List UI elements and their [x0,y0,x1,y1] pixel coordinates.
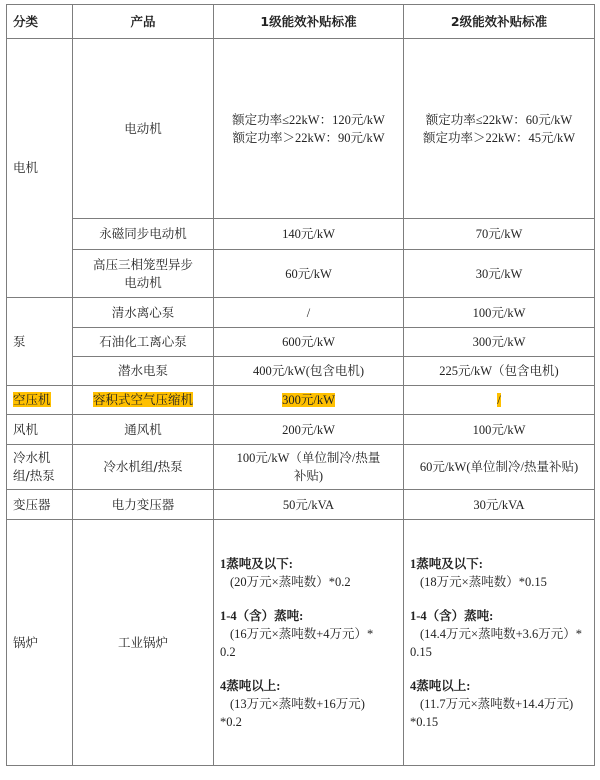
boiler-l1-tier3-factor: *0.2 [220,714,242,729]
transformer-level1: 50元/kVA [214,490,404,520]
table-row [7,298,595,328]
motor-level1-line1: 额定功率≤22kW：120元/kW [232,112,385,127]
compressor-level2 [404,386,595,415]
product-fan: 通风机 [73,415,214,445]
pm-motor-level2: 70元/kW [404,219,595,250]
highlight-compressor-level2: / [497,393,501,407]
table-row [7,386,595,415]
submersible-level2: 225元/kW（包含电机) [404,357,595,386]
compressor-level1 [214,386,404,415]
transformer-level2: 30元/kVA [404,490,595,520]
boiler-l2-tier2-title: 1-4（含）蒸吨: [410,608,494,623]
table-row [7,357,595,386]
boiler-level1 [214,520,404,766]
boiler-l1-tier1-formula: (20万元×蒸吨数）*0.2 [230,574,351,589]
product-hv-motor [73,250,214,298]
product-pm-motor: 永磁同步电动机 [73,219,214,250]
table-row [7,445,595,490]
chiller-category-line1: 冷水机 [13,450,51,465]
product-compressor [73,386,214,415]
chiller-level1-line1: 100元/kW（单位制冷/热量 [236,451,381,465]
header-category: 分类 [7,5,73,39]
category-boiler: 锅炉 [7,520,73,766]
table-row [7,328,595,357]
category-chiller [7,445,73,490]
chiller-category-line2: 组/热泵 [13,468,55,483]
fan-level1: 200元/kW [214,415,404,445]
hv-motor-level1: 60元/kW [214,250,404,298]
boiler-l2-tier1-formula: (18万元×蒸吨数）*0.15 [420,574,547,589]
chiller-level2: 60元/kW(单位制冷/热量补贴) [404,445,595,490]
category-transformer: 变压器 [7,490,73,520]
header-product: 产品 [73,5,214,39]
table-row [7,219,595,250]
boiler-l1-tier2-factor: 0.2 [220,644,236,659]
category-fan: 风机 [7,415,73,445]
hv-motor-line1: 高压三相笼型异步 [92,256,193,272]
boiler-level2 [404,520,595,766]
hv-motor-level2: 30元/kW [404,250,595,298]
table-row [7,39,595,219]
motor-level1-line2: 额定功率＞22kW：90元/kW [232,130,385,145]
boiler-l2-tier3-title: 4蒸吨以上: [410,678,471,693]
header-row [7,5,595,39]
clear-water-level1: / [214,298,404,328]
motor-level2-line2: 额定功率＞22kW：45元/kW [422,130,576,145]
product-transformer: 电力变压器 [73,490,214,520]
motor-level2-line1: 额定功率≤22kW：60元/kW [425,112,573,127]
fan-level2: 100元/kW [404,415,595,445]
product-clear-water-pump: 清水离心泵 [73,298,214,328]
petro-level2: 300元/kW [404,328,595,357]
boiler-l2-tier1-title: 1蒸吨及以下: [410,556,483,571]
subsidy-table [6,4,595,766]
product-submersible-pump: 潜水电泵 [73,357,214,386]
hv-motor-line2: 电动机 [124,274,162,290]
boiler-l2-tier2-factor: 0.15 [410,644,432,659]
motor-level2 [404,39,595,219]
category-motor: 电机 [7,39,73,298]
boiler-l1-tier2-title: 1-4（含）蒸吨: [220,608,304,623]
product-petro-pump: 石油化工离心泵 [73,328,214,357]
subsidy-table-container [6,4,595,766]
product-chiller: 冷水机组/热泵 [73,445,214,490]
boiler-l2-tier3-formula: (11.7万元×蒸吨数+14.4万元) [420,696,574,711]
category-pump: 泵 [7,298,73,386]
chiller-level1-line2: 补贴) [293,469,324,483]
clear-water-level2: 100元/kW [404,298,595,328]
submersible-level1: 400元/kW(包含电机) [214,357,404,386]
boiler-l1-tier3-title: 4蒸吨以上: [220,678,281,693]
header-level1: 1级能效补贴标准 [214,5,404,39]
table-row [7,490,595,520]
highlight-compressor-level1: 300元/kW [282,393,335,407]
table-row [7,415,595,445]
boiler-l1-tier3-formula: (13万元×蒸吨数+16万元) [230,696,365,711]
highlight-compressor-category: 空压机 [13,392,51,407]
pm-motor-level1: 140元/kW [214,219,404,250]
boiler-l2-tier2-formula: (14.4万元×蒸吨数+3.6万元）* [420,626,583,641]
chiller-level1 [214,445,404,490]
motor-level1 [214,39,404,219]
product-boiler: 工业锅炉 [73,520,214,766]
boiler-l1-tier2-formula: (16万元×蒸吨数+4万元）* [230,626,374,641]
boiler-l2-tier3-factor: *0.15 [410,714,439,729]
petro-level1: 600元/kW [214,328,404,357]
category-compressor [7,386,73,415]
highlight-compressor-product: 容积式空气压缩机 [92,392,193,407]
boiler-l1-tier1-title: 1蒸吨及以下: [220,556,293,571]
product-electric-motor: 电动机 [73,39,214,219]
header-level2: 2级能效补贴标准 [404,5,595,39]
table-row [7,520,595,766]
table-row [7,250,595,298]
